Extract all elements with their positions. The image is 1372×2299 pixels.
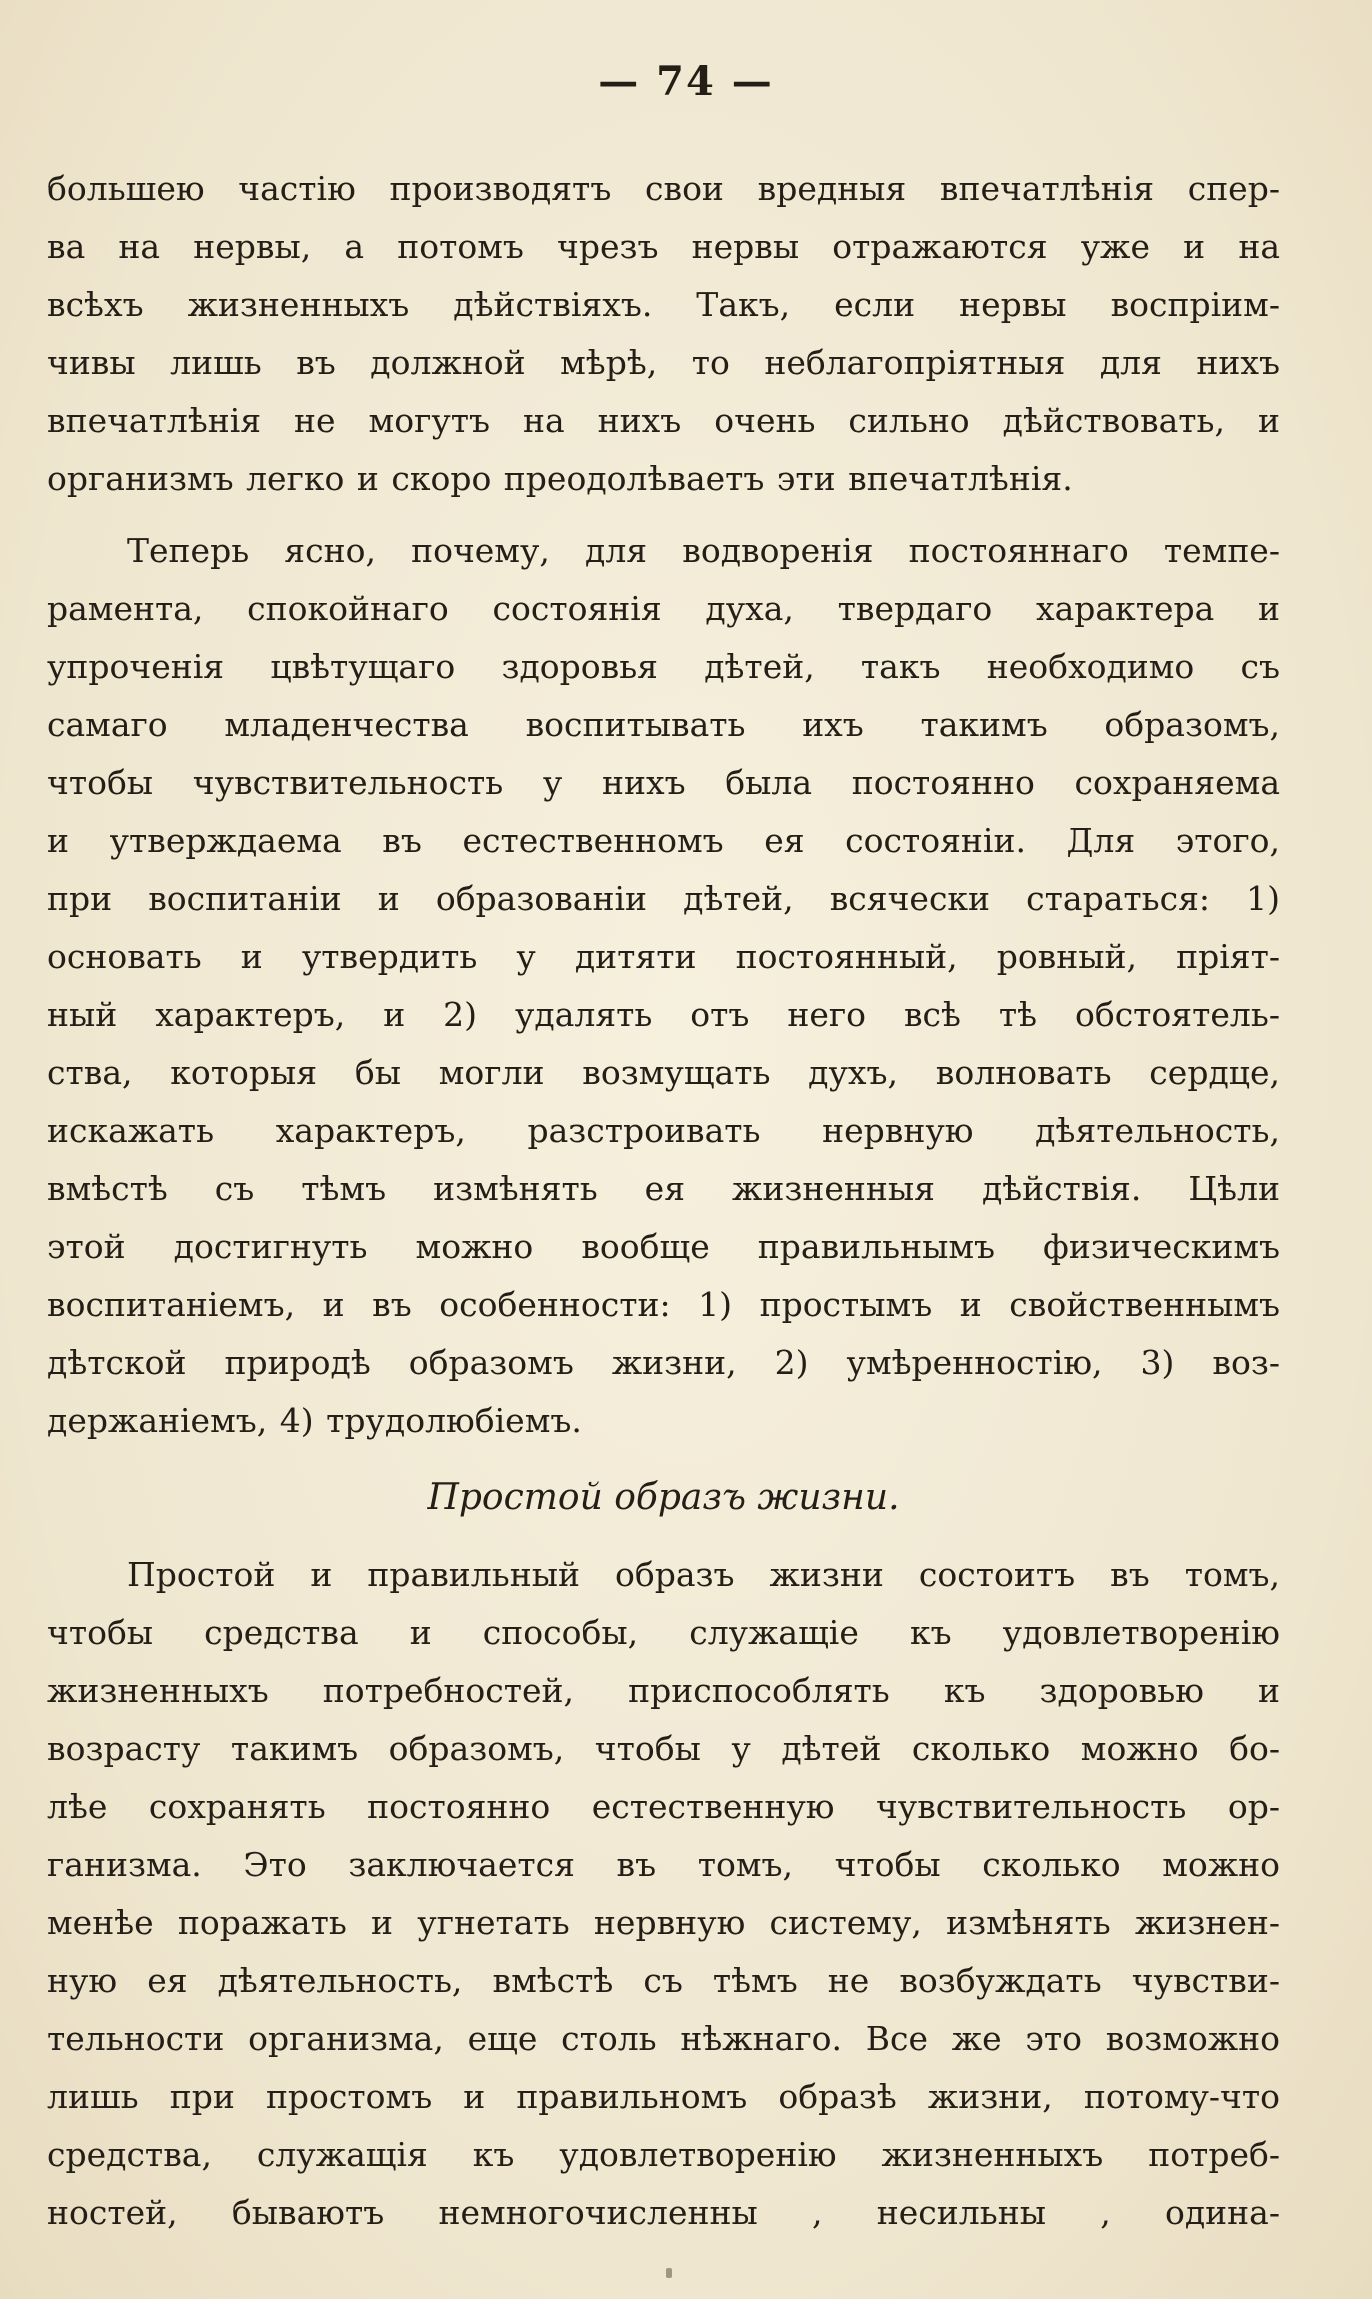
- text-line: лишь при простомъ и правильномъ образѣ жизни, потому-что: [47, 2077, 1280, 2116]
- text-line: возрасту такимъ образомъ, чтобы у дѣтей сколько можно бо-: [47, 1729, 1280, 1768]
- text-line: ва на нервы, а потомъ чрезъ нервы отражаются уже и на: [47, 227, 1280, 266]
- paragraph-1: [47, 160, 1280, 508]
- text-line: лѣе сохранять постоянно естественную чувствительность ор-: [47, 1787, 1280, 1826]
- text-line: держаніемъ, 4) трудолюбіемъ.: [47, 1401, 582, 1440]
- text-line: всѣхъ жизненныхъ дѣйствіяхъ. Такъ, если нервы воспріим-: [47, 285, 1280, 324]
- text-line: чтобы средства и способы, служащіе къ удовлетворенію: [47, 1613, 1280, 1652]
- text-line: большею частію производятъ свои вредныя впечатлѣнія спер-: [47, 169, 1280, 208]
- text-line: ностей, бываютъ немногочисленны , несильны , одина-: [47, 2193, 1280, 2232]
- text-line: при воспитаніи и образованіи дѣтей, всячески стараться: 1): [47, 879, 1280, 918]
- text-line: жизненныхъ потребностей, приспособлять къ здоровью и: [47, 1671, 1280, 1710]
- print-mark: [666, 2268, 672, 2278]
- paragraph-2: [47, 522, 1280, 1450]
- text-line: воспитаніемъ, и въ особенности: 1) простымъ и свойственнымъ: [47, 1285, 1280, 1324]
- text-line: Теперь ясно, почему, для водворенія постояннаго темпе-: [127, 531, 1280, 570]
- text-line: самаго младенчества воспитывать ихъ такимъ образомъ,: [47, 705, 1280, 744]
- body-text: [47, 160, 1280, 2242]
- text-line: средства, служащія къ удовлетворенію жизненныхъ потреб-: [47, 2135, 1280, 2174]
- text-line: этой достигнуть можно вообще правильнымъ физическимъ: [47, 1227, 1280, 1266]
- text-line: менѣе поражать и угнетать нервную систему, измѣнять жизнен-: [47, 1903, 1280, 1942]
- text-line: Простой и правильный образъ жизни состоитъ въ томъ,: [127, 1555, 1280, 1594]
- text-line: дѣтской природѣ образомъ жизни, 2) умѣренностію, 3) воз-: [47, 1343, 1280, 1382]
- text-line: упроченія цвѣтущаго здоровья дѣтей, такъ необходимо съ: [47, 647, 1280, 686]
- text-line: ганизма. Это заключается въ томъ, чтобы сколько можно: [47, 1845, 1280, 1884]
- text-line: чтобы чувствительность у нихъ была постоянно сохраняема: [47, 763, 1280, 802]
- text-line: организмъ легко и скоро преодолѣваетъ эти впечатлѣнія.: [47, 459, 1073, 498]
- text-line: ный характеръ, и 2) удалять отъ него всѣ тѣ обстоятель-: [47, 995, 1280, 1034]
- section-heading: Простой образъ жизни.: [427, 1477, 900, 1518]
- text-line: искажать характеръ, разстроивать нервную дѣятельность,: [47, 1111, 1280, 1150]
- paragraph-3: [47, 1546, 1280, 2242]
- text-line: чивы лишь въ должной мѣрѣ, то неблагопріятныя для нихъ: [47, 343, 1280, 382]
- text-line: рамента, спокойнаго состоянія духа, твердаго характера и: [47, 589, 1280, 628]
- page-number: — 74 —: [598, 58, 774, 105]
- text-line: впечатлѣнія не могутъ на нихъ очень сильно дѣйствовать, и: [47, 401, 1280, 440]
- text-line: тельности организма, еще столь нѣжнаго. Все же это возможно: [47, 2019, 1280, 2058]
- text-line: вмѣстѣ съ тѣмъ измѣнять ея жизненныя дѣйствія. Цѣли: [47, 1169, 1280, 1208]
- text-line: основать и утвердить у дитяти постоянный, ровный, пріят-: [47, 937, 1280, 976]
- text-line: ства, которыя бы могли возмущать духъ, волновать сердце,: [47, 1053, 1280, 1092]
- text-line: и утверждаема въ естественномъ ея состояніи. Для этого,: [47, 821, 1280, 860]
- text-line: ную ея дѣятельность, вмѣстѣ съ тѣмъ не возбуждать чувстви-: [47, 1961, 1280, 2000]
